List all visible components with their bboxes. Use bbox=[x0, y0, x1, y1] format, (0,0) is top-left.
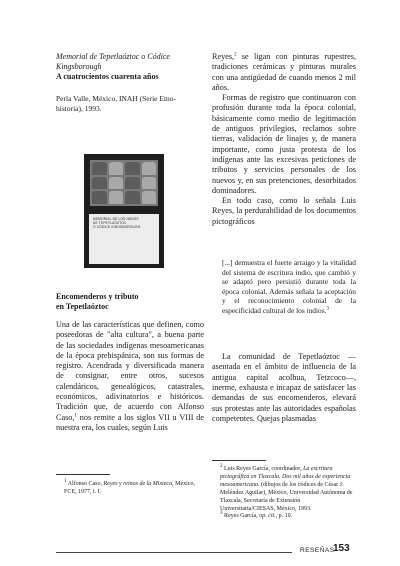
right-body-text-2 bbox=[212, 344, 356, 432]
cover-line2: DE TEPETLAÓZTOC bbox=[93, 221, 127, 225]
quote-text: [...] demuestra el fuerte arraigo y la vitalidad del sistema de escritura indio, que cambió y se adaptó pero persistió durante toda la época colonial. Además señala la aceptación y el reconocimiento colonial de la especificidad cultural de los indios. bbox=[222, 258, 356, 315]
footnote-3 bbox=[212, 513, 356, 521]
footnote-1 bbox=[56, 480, 204, 496]
footnote-ref-2: 2 bbox=[234, 52, 237, 58]
page-number: 153 bbox=[333, 543, 350, 554]
book-header bbox=[56, 52, 204, 114]
cover-text bbox=[89, 214, 159, 232]
footnote-1-num: 1 bbox=[64, 479, 67, 484]
cover-line1: MEMORIAL DE LOS INDIOS bbox=[93, 217, 139, 221]
book-subtitle: A cuatrocientos cuarenta años bbox=[56, 72, 159, 81]
footnote-3-italic: op. cit. bbox=[259, 513, 276, 520]
footer-section-label: RESEÑAS bbox=[300, 547, 335, 554]
footnote-1-rest: , México, FCE, 1977, t. I. bbox=[64, 481, 195, 495]
footnote-2-title: La escritura pictográfica en Tlaxcala. Dos mil años de experiencia mesoamericana bbox=[220, 466, 351, 488]
right-body-text bbox=[212, 52, 356, 227]
book-title bbox=[56, 52, 204, 72]
right-paragraph-2: Formas de registro que continuaron con profusión durante toda la época colonial, básicamente como medio de legitimación de antiguos privilegios, reclamos sobre tierras, validación de linajes y, de manera importante, como justa protesta de los indígenas ante las excesivas peticiones de tributos y servicios personales de los nuevos y, en sus pretenciones, desorbitados dominadores. bbox=[212, 93, 356, 195]
book-title-connector: o bbox=[139, 52, 148, 61]
footnote-ref-1: 1 bbox=[74, 412, 77, 418]
footnote-divider-right bbox=[212, 460, 266, 461]
footnote-2-author: Luis Reyes García, coordinador, bbox=[224, 466, 304, 472]
footnote-3-rest: , p. 10. bbox=[275, 513, 293, 520]
book-meta-line2: historia), 1993. bbox=[56, 104, 102, 113]
right-paragraph-4: La comunidad de Tepetlaóztoc —asentada en el ámbito de influencia de la antigua capital acolhua, Tetzcoco—, inerme, exhausta e incapaz de satisfacer las demandas de sus encomenderos, elevará sus protestas ante las autoridades españolas competentes. Quejas plasmadas bbox=[212, 352, 356, 423]
block-quote bbox=[222, 258, 356, 316]
left-body-main: Una de las características que definen, como poseedoras de "alta cultura", a buena parte de las sociedades indígenas mesoamericanas de la época prehispánica, son sus formas de registro. Acendrada y diversificada manera de consignar, entre otros, sucesos calendáricos, genealógicos, catastrales, económicos, adivinatorios e históricos. Tradición que, de acuerdo con Alfonso Caso, bbox=[56, 320, 204, 422]
right-body1-a: Reyes, bbox=[212, 52, 235, 61]
footnote-3-num: 3 bbox=[220, 511, 223, 517]
cover-panel bbox=[89, 214, 159, 264]
footnote-left bbox=[56, 480, 204, 496]
book-title-italic: Memorial de Tepetlaóztoc bbox=[56, 52, 140, 61]
cover-line3: O CÓDICE KINGSBOROUGH bbox=[93, 225, 141, 229]
footnote-1-title: Reyes y reinos de la Mixteca bbox=[103, 481, 173, 487]
book-meta bbox=[56, 94, 204, 114]
footnote-1-author: Alfonso Caso, bbox=[67, 481, 104, 487]
section-title bbox=[56, 292, 204, 312]
section-title-line1: Encomenderos y tributo bbox=[56, 292, 139, 301]
footnote-2 bbox=[212, 466, 356, 513]
right-paragraph-1 bbox=[212, 52, 356, 93]
cover-illustration bbox=[90, 160, 158, 206]
book-title-italic2: Códice Kingsborough bbox=[56, 52, 170, 71]
footnote-divider-left bbox=[56, 474, 110, 475]
right-body1-rest: se ligan con pinturas rupestres, tradiciones cerámicas y pinturas murales con una antigüedad de cuando menos 2 mil años. bbox=[212, 52, 356, 92]
book-cover-image bbox=[84, 154, 164, 268]
footnote-2-num: 2 bbox=[220, 464, 223, 469]
footnotes-right bbox=[212, 466, 356, 521]
footnote-3-author: Reyes García, bbox=[224, 513, 260, 520]
book-meta-line1: Perla Valle, México, INAH (Serie Etno- bbox=[56, 94, 177, 103]
left-body-end: nos remite a los siglos VII u VIII de nuestra era, los cuales, según Luis bbox=[56, 412, 204, 432]
left-body-text bbox=[56, 320, 204, 433]
section-title-line2: en Tepetlaóztoc bbox=[56, 302, 109, 311]
footnote-2-rest: . (dibujos de los códices de César J. Meléndez Aguilar), México, Universidad Autónoma de Tlaxcala, Secretaría de Extensión Universitaria/CIESAS, México, 1993. bbox=[220, 481, 353, 512]
footnote-ref-3: 3 bbox=[326, 306, 329, 312]
left-paragraph bbox=[56, 320, 204, 433]
right-paragraph-3: En todo caso, como lo señala Luis Reyes, la perdurabilidad de los documentos pictográficos bbox=[212, 196, 356, 226]
footer-rule bbox=[56, 552, 292, 553]
